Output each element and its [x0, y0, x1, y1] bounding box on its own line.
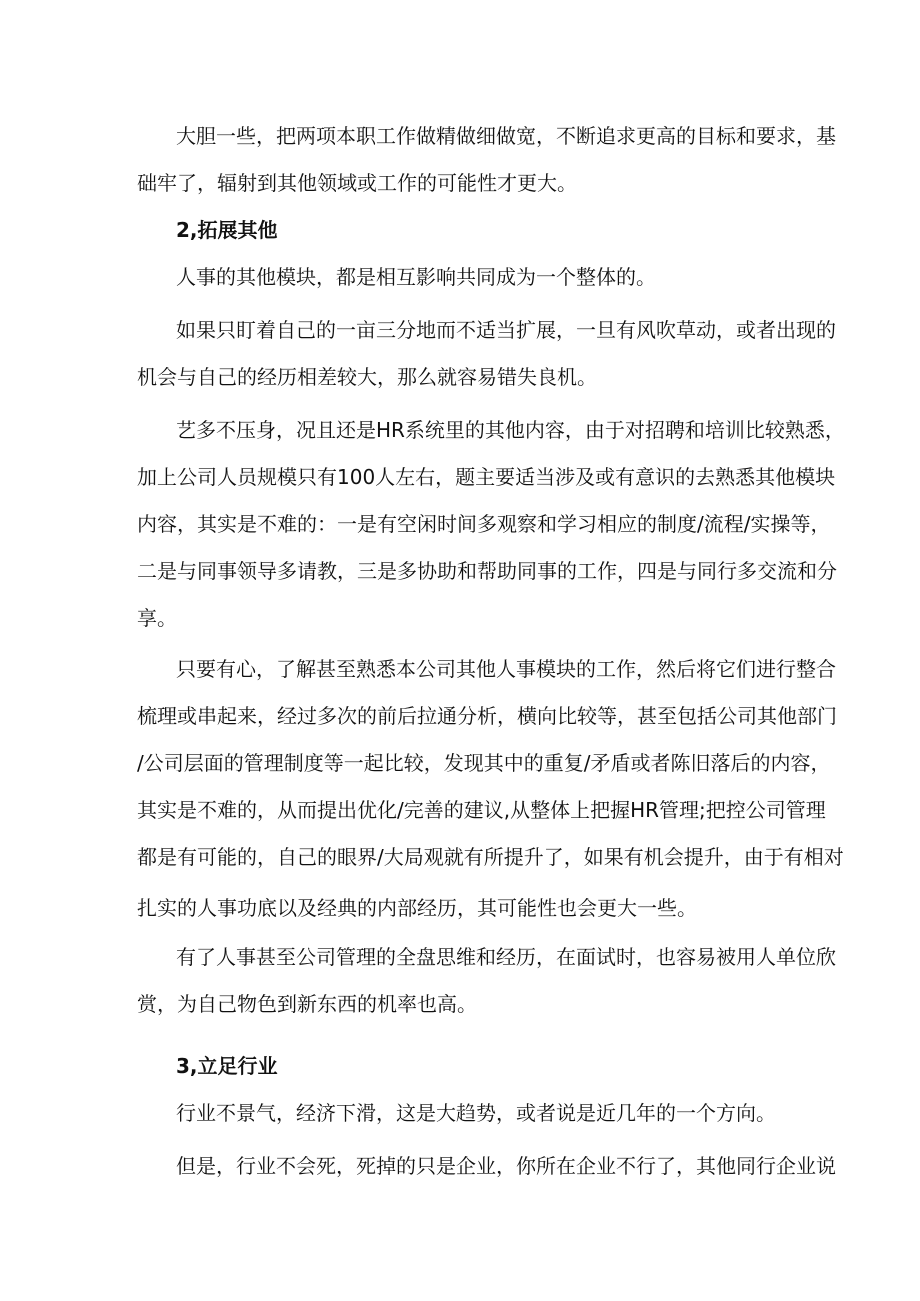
line-text: 但是，行业不会死，死掉的只是企业，你所在企业不行了，其他同行企业说 — [176, 1154, 836, 1178]
heading-text: 2,拓展其他 — [176, 218, 278, 242]
line-text: 只要有心，了解甚至熟悉本公司其他人事模块的工作，然后将它们进行整合 — [176, 657, 836, 681]
line-text: 加上公司人员规模只有100人左右，题主要适当涉及或有意识的去熟悉其他模块 — [137, 465, 836, 489]
line-text: 础牢了，辐射到其他领域或工作的可能性才更大。 — [137, 171, 577, 195]
line-text: 享。 — [137, 606, 177, 630]
line-text: 都是有可能的，自己的眼界/大局观就有所提升了，如果有机会提升，由于有相对 — [137, 845, 844, 869]
line-text: 人事的其他模块，都是相互影响共同成为一个整体的。 — [176, 265, 656, 289]
line-text: 其实是不难的，从而提出优化/完善的建议,从整体上把握HR管理;把控公司管理 — [137, 798, 826, 822]
line-text: 机会与自己的经历相差较大，那么就容易错失良机。 — [137, 365, 597, 389]
line-text: 艺多不压身，况且还是HR系统里的其他内容，由于对招聘和培训比较熟悉， — [176, 418, 845, 442]
line-text: 行业不景气，经济下滑，这是大趋势，或者说是近几年的一个方向。 — [176, 1101, 776, 1125]
heading-text: 3,立足行业 — [176, 1054, 278, 1078]
line-text: 梳理或串起来，经过多次的前后拉通分析，横向比较等，甚至包括公司其他部门 — [137, 704, 837, 728]
line-text: 如果只盯着自己的一亩三分地而不适当扩展，一旦有风吹草动，或者出现的 — [176, 318, 836, 342]
line-text: 二是与同事领导多请教，三是多协助和帮助同事的工作，四是与同行多交流和分 — [137, 559, 837, 583]
line-text: 大胆一些，把两项本职工作做精做细做宽，不断追求更高的目标和要求，基 — [176, 124, 836, 148]
line-text: /公司层面的管理制度等一起比较，发现其中的重复/矛盾或者陈旧落后的内容， — [137, 751, 831, 775]
line-text: 有了人事甚至公司管理的全盘思维和经历，在面试时，也容易被用人单位欣 — [176, 945, 836, 969]
line-text: 扎实的人事功底以及经典的内部经历，其可能性也会更大一些。 — [137, 896, 697, 920]
line-text: 内容，其实是不难的：一是有空闲时间多观察和学习相应的制度/流程/实操等， — [137, 512, 831, 536]
line-text: 赏，为自己物色到新东西的机率也高。 — [137, 992, 477, 1016]
